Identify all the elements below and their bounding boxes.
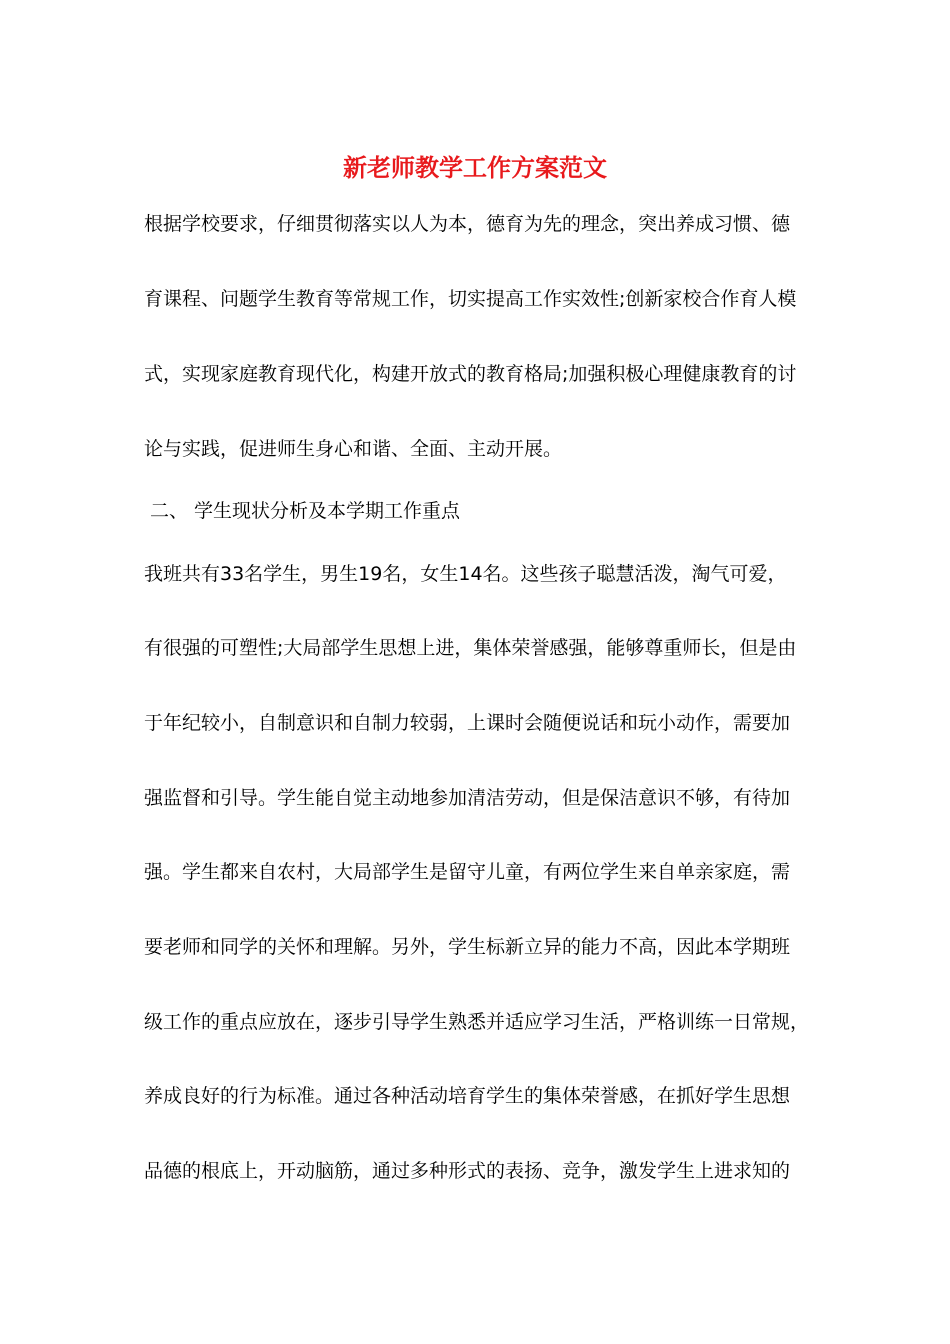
body-line-11: 要老师和同学的关怀和理解。另外，学生标新立异的能力不高，因此本学期班 — [144, 936, 791, 958]
document-title: 新老师教学工作方案范文 — [343, 153, 607, 182]
body-line-10: 强。学生都来自农村，大局部学生是留守儿童，有两位学生来自单亲家庭，需 — [144, 861, 791, 883]
body-line-9: 强监督和引导。学生能自觉主动地参加清洁劳动，但是保洁意识不够，有待加 — [144, 787, 791, 809]
body-line-6: 我班共有33名学生，男生19名，女生14名。这些孩子聪慧活泼，淘气可爱， — [144, 563, 787, 585]
body-line-8: 于年纪较小，自制意识和自制力较弱，上课时会随便说话和玩小动作，需要加 — [144, 712, 791, 734]
body-line-2: 育课程、问题学生教育等常规工作，切实提高工作实效性;创新家校合作育人模 — [144, 288, 797, 310]
body-line-3: 式，实现家庭教育现代化，构建开放式的教育格局;加强积极心理健康教育的讨 — [144, 363, 797, 385]
body-line-1: 根据学校要求，仔细贯彻落实以人为本，德育为先的理念，突出养成习惯、德 — [144, 213, 791, 235]
body-line-4: 论与实践，促进师生身心和谐、全面、主动开展。 — [144, 438, 563, 460]
body-line-7: 有很强的可塑性;大局部学生思想上进，集体荣誉感强，能够尊重师长，但是由 — [144, 637, 797, 659]
section-heading: 二、 学生现状分析及本学期工作重点 — [150, 500, 461, 522]
body-line-13: 养成良好的行为标准。通过各种活动培育学生的集体荣誉感，在抓好学生思想 — [144, 1085, 791, 1107]
body-line-12: 级工作的重点应放在，逐步引导学生熟悉并适应学习生活，严格训练一日常规， — [144, 1011, 810, 1033]
body-line-14: 品德的根底上，开动脑筋，通过多种形式的表扬、竞争，激发学生上进求知的 — [144, 1160, 791, 1182]
